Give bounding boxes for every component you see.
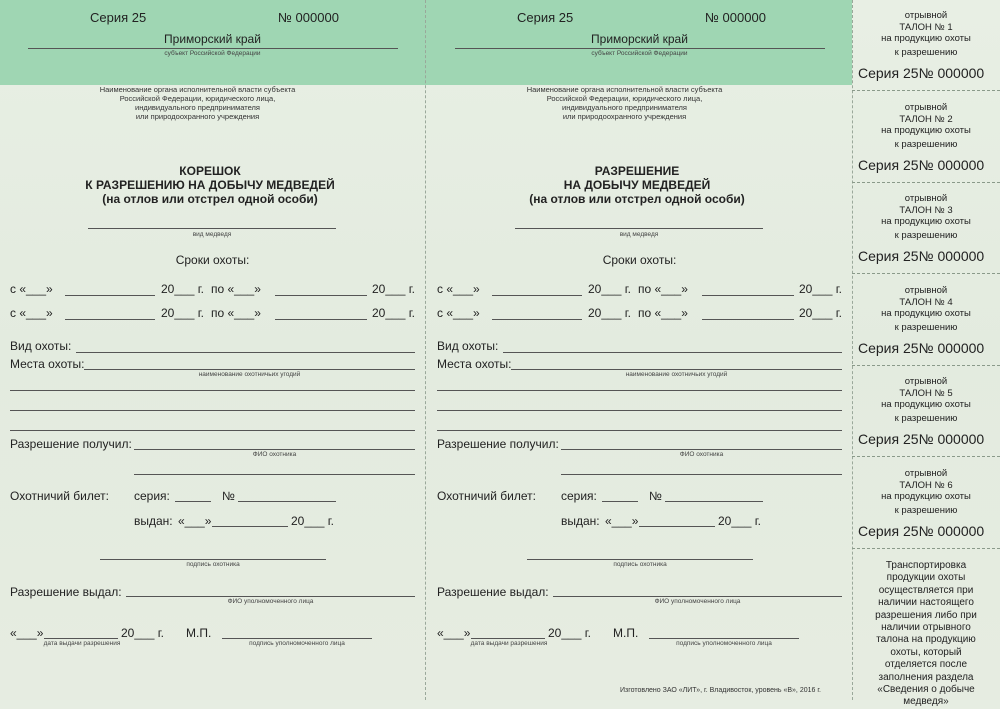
coupon-detach-label: отрывной [904, 467, 948, 479]
ticket-number-label: № [222, 489, 235, 503]
species-line [88, 228, 336, 229]
year-field: 20___ г. [588, 306, 631, 320]
coupon-to-permit: к разрешению [894, 321, 958, 333]
transport-note-line: «Сведения о добыче [877, 684, 975, 696]
permit-number: № 000000 [278, 10, 339, 25]
ticket-series-label: серия: [561, 489, 597, 503]
date-line [702, 319, 794, 320]
species-caption: вид медведя [192, 231, 232, 238]
coupon-detach-label: отрывной [904, 101, 948, 113]
org-caption-line: индивидуального предпринимателя [562, 103, 687, 112]
issued-year: 20___ г. [291, 514, 334, 528]
hunt-places-line [10, 430, 415, 431]
issue-date: «___» [10, 626, 44, 640]
issue-date-caption: дата выдачи разрешения [470, 640, 548, 647]
ticket-number-line [238, 501, 336, 502]
issued-date: «___» [605, 514, 639, 528]
issued-date-line [639, 526, 715, 527]
region-line [28, 48, 398, 49]
hunt-kind-line [76, 352, 415, 353]
coupon-subtitle: на продукцию охоты [881, 490, 971, 502]
issue-date-caption: дата выдачи разрешения [43, 640, 121, 647]
hunt-places-line [10, 410, 415, 411]
coupon-1 [852, 2, 1000, 94]
coupon-title: ТАЛОН № 5 [899, 388, 953, 399]
issue-year: 20___ г. [121, 626, 164, 640]
coupon-series: Серия 25№ 000000 [858, 156, 985, 173]
coupon-to-permit: к разрешению [894, 504, 958, 516]
transport-note-line: наличии настоящего [878, 597, 974, 609]
hunt-places-line [437, 390, 842, 391]
coupon-subtitle: на продукцию охоты [881, 33, 971, 44]
coupon-perforation [852, 548, 1000, 549]
year-field: 20___ г. [799, 306, 842, 320]
hunt-places-caption: наименование охотничьих угодий [198, 371, 301, 378]
issued-by-line [126, 596, 415, 597]
date-to: по «___» [211, 306, 261, 320]
sign-hunter-line [527, 559, 753, 560]
date-line [65, 319, 155, 320]
terms-label: Сроки охоты: [175, 253, 250, 267]
org-caption-line: или природоохранного учреждения [135, 112, 260, 121]
date-line [65, 295, 155, 296]
org-caption-line: Российской Федерации, юридического лица, [546, 94, 703, 103]
hunt-places-line [10, 390, 415, 391]
issued-label: выдан: [134, 514, 173, 528]
permit-number: № 000000 [705, 10, 766, 25]
perforation-line [425, 0, 426, 700]
hunt-places-label: Места охоты: [437, 357, 512, 371]
species-line [515, 228, 763, 229]
issued-by-label: Разрешение выдал: [10, 585, 122, 599]
hunt-places-label: Места охоты: [10, 357, 85, 371]
series-label: Серия 25 [90, 10, 147, 25]
date-line [492, 319, 582, 320]
coupon-perforation [852, 456, 1000, 457]
stub-panel [0, 0, 425, 700]
terms-label: Сроки охоты: [602, 253, 677, 267]
coupon-detach-label: отрывной [904, 284, 948, 296]
coupon-to-permit: к разрешению [894, 138, 958, 150]
ticket-series-line [602, 501, 638, 502]
ticket-number-label: № [649, 489, 662, 503]
issue-date-line [44, 638, 118, 639]
form-title-line: (на отлов или отстрел одной особи) [102, 192, 318, 206]
fio-hunter-caption: ФИО охотника [252, 451, 297, 458]
date-from: с «___» [10, 306, 53, 320]
hunt-kind-label: Вид охоты: [437, 339, 499, 353]
coupon-subtitle: на продукцию охоты [881, 307, 971, 319]
ticket-series-line [175, 501, 211, 502]
transport-note-line: охоты, который [890, 646, 962, 658]
sign-hunter-line [100, 559, 326, 560]
hunt-places-line [437, 410, 842, 411]
org-caption-line: Наименование органа исполнительной власти субъекта [526, 85, 723, 94]
coupon-perforation [852, 365, 1000, 366]
coupon-series: Серия 25№ 000000 [858, 522, 985, 539]
coupon-perforation [852, 90, 1000, 91]
stamp-place: М.П. [186, 626, 212, 640]
issue-year: 20___ г. [548, 626, 591, 640]
region-name: Приморский край [164, 32, 261, 46]
form-title-line: НА ДОБЫЧУ МЕДВЕДЕЙ [563, 178, 711, 192]
coupon-6 [852, 460, 1000, 552]
ticket-number-line [665, 501, 763, 502]
sign-hunter-caption: подпись охотника [186, 561, 240, 568]
received-line [561, 474, 842, 475]
form-title-line: К РАЗРЕШЕНИЮ НА ДОБЫЧУ МЕДВЕДЕЙ [85, 178, 335, 192]
date-line [275, 319, 367, 320]
coupon-to-permit: к разрешению [894, 413, 958, 424]
coupon-detach-label: отрывной [904, 10, 948, 21]
transport-note-line: талона на продукцию [876, 634, 976, 646]
series-label: Серия 25 [517, 10, 574, 25]
date-from: с «___» [437, 282, 480, 296]
stamp-place: М.П. [613, 626, 639, 640]
coupon-series: Серия 25№ 000000 [858, 65, 985, 81]
date-from: с «___» [10, 282, 53, 296]
coupon-perforation [852, 273, 1000, 274]
date-line [275, 295, 367, 296]
year-field: 20___ г. [161, 282, 204, 296]
transport-note-line: медведя» [903, 696, 949, 708]
ticket-label: Охотничий билет: [437, 489, 536, 503]
form-title-line: (на отлов или отстрел одной особи) [529, 192, 745, 206]
sign-official-caption: подпись уполномоченного лица [249, 640, 345, 647]
fio-official-caption: ФИО уполномоченного лица [654, 598, 741, 605]
received-label: Разрешение получил: [437, 437, 559, 451]
sign-official-line [649, 638, 799, 639]
date-to: по «___» [211, 282, 261, 296]
transport-note-line: осуществляется при [878, 584, 974, 596]
hunt-places-line [437, 430, 842, 431]
species-caption: вид медведя [619, 231, 659, 238]
issued-date-line [212, 526, 288, 527]
transport-note-line: Транспортировка [885, 560, 967, 571]
coupon-perforation [852, 182, 1000, 183]
coupon-title: ТАЛОН № 4 [899, 296, 953, 308]
coupon-detach-label: отрывной [904, 193, 948, 204]
region-line [455, 48, 825, 49]
hunt-kind-line [503, 352, 842, 353]
sign-hunter-caption: подпись охотника [613, 561, 667, 568]
year-field: 20___ г. [799, 282, 842, 296]
year-field: 20___ г. [372, 282, 415, 296]
coupon-series: Серия 25№ 000000 [858, 431, 985, 447]
org-caption-line: индивидуального предпринимателя [135, 103, 260, 112]
coupon-detach-label: отрывной [904, 376, 948, 387]
ticket-series-label: серия: [134, 489, 170, 503]
coupon-subtitle: на продукцию охоты [881, 124, 971, 136]
ticket-label: Охотничий билет: [10, 489, 109, 503]
hunt-places-line [84, 369, 415, 370]
coupon-3 [852, 185, 1000, 277]
fio-hunter-caption: ФИО охотника [679, 451, 724, 458]
date-to: по «___» [638, 306, 688, 320]
coupon-to-permit: к разрешению [894, 47, 958, 58]
form-title-line: КОРЕШОК [179, 164, 241, 178]
year-field: 20___ г. [588, 282, 631, 296]
coupon-title: ТАЛОН № 3 [899, 205, 953, 216]
coupon-5 [852, 368, 1000, 460]
coupon-series: Серия 25№ 000000 [858, 248, 985, 264]
coupon-to-permit: к разрешению [894, 230, 958, 241]
received-line [561, 449, 842, 450]
coupon-subtitle: на продукцию охоты [881, 399, 971, 410]
coupon-subtitle: на продукцию охоты [881, 216, 971, 227]
issued-by-label: Разрешение выдал: [437, 585, 549, 599]
issued-label: выдан: [561, 514, 600, 528]
transport-note-line: наличии отрывного [881, 622, 971, 634]
coupon-2 [852, 94, 1000, 186]
region-name: Приморский край [591, 32, 688, 46]
hunt-kind-label: Вид охоты: [10, 339, 72, 353]
region-caption: субъект Российской Федерации [164, 50, 261, 57]
coupon-title: ТАЛОН № 1 [899, 22, 953, 33]
received-line [134, 474, 415, 475]
year-field: 20___ г. [372, 306, 415, 320]
form-title-line: РАЗРЕШЕНИЕ [594, 164, 680, 178]
org-caption-line: или природоохранного учреждения [562, 112, 687, 121]
coupon-column [852, 0, 1000, 708]
hunt-places-caption: наименование охотничьих угодий [625, 371, 728, 378]
issued-by-line [553, 596, 842, 597]
coupon-title: ТАЛОН № 2 [899, 113, 953, 125]
transport-note-line: продукции охоты [886, 572, 966, 584]
fio-official-caption: ФИО уполномоченного лица [227, 598, 314, 605]
received-line [134, 449, 415, 450]
coupon-4 [852, 277, 1000, 369]
coupon-series: Серия 25№ 000000 [858, 339, 985, 356]
transport-note-line: разрешения либо при [875, 609, 977, 621]
issued-date: «___» [178, 514, 212, 528]
hunt-places-line [511, 369, 842, 370]
org-caption-line: Российской Федерации, юридического лица, [119, 94, 276, 103]
date-from: с «___» [437, 306, 480, 320]
printer-footer: Изготовлено ЗАО «ЛИТ», г. Владивосток, уровень «В», 2016 г. [620, 687, 821, 694]
sign-official-caption: подпись уполномоченного лица [676, 640, 772, 647]
issued-year: 20___ г. [718, 514, 761, 528]
org-caption-line: Наименование органа исполнительной власти субъекта [99, 85, 296, 94]
sign-official-line [222, 638, 372, 639]
date-to: по «___» [638, 282, 688, 296]
issue-date: «___» [437, 626, 471, 640]
permit-panel [427, 0, 852, 700]
coupon-title: ТАЛОН № 6 [899, 479, 953, 491]
date-line [702, 295, 794, 296]
transport-note [852, 560, 1000, 709]
region-caption: субъект Российской Федерации [591, 50, 688, 57]
transport-note-line: заполнения раздела [878, 671, 974, 683]
received-label: Разрешение получил: [10, 437, 132, 451]
issue-date-line [471, 638, 545, 639]
year-field: 20___ г. [161, 306, 204, 320]
transport-note-line: отделяется после [884, 659, 968, 671]
date-line [492, 295, 582, 296]
